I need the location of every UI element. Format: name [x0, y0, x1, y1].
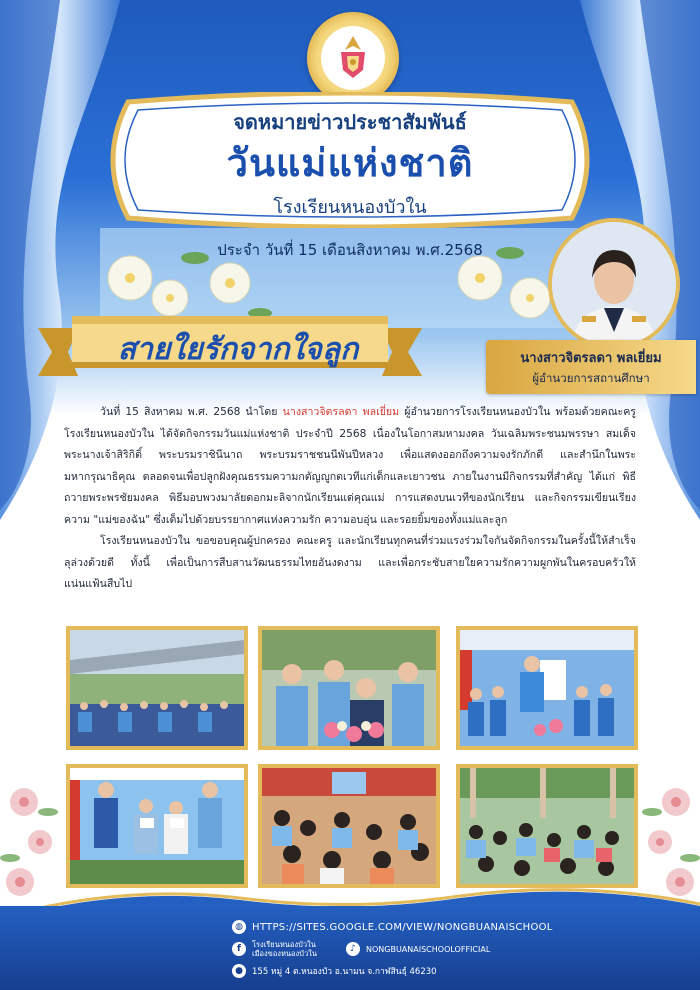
paragraph-1-rest: ผู้อำนวยการโรงเรียนหนองบัวใน พร้อมด้วยคณะครูโรงเรียนหนองบัวใน ได้จัดกิจกรรมวันแม่แห่งชาติ ประจำปี 2568 เนื่องในโอกาสมหามงคล วันเฉลิมพระชนมพรรษา สมเด็จพระนางเจ้าสิริกิติ์ พระบรมราชินีนาถ พระบรมราชชนนีพันปีหลวง เพื่อแสดงออกถึงความจงรักภักดี และสำนึกในพระมหากรุณาธิคุณ ตลอดจนเพื่อปลูกฝังคุณธรรมความกตัญญูกตเวทีแก่เด็กและเยาวชน ภายในงานมีกิจกรรมที่สำคัญ ได้แก่ พิธีถวายพระพรชัยมงคล พิธีมอบพวงมาลัยดอกมะลิจากนักเรียนแด่คุณแม่ การแสดงบนเวทีของนักเรียน และกิจกรรมเขียนเรียงความ "แม่ของฉัน" ซึ่งเต็มไปด้วยบรรยากาศแห่งความรัก ความอบอุ่น และรอยยิ้มของทั้งแม่และลูก — [64, 406, 636, 526]
paragraph-1-intro: วันที่ 15 สิงหาคม พ.ศ. 2568 นำโดย — [100, 406, 283, 418]
tiktok-icon: ♪ — [346, 942, 360, 956]
school-crest — [307, 12, 399, 104]
principal-name-box — [486, 340, 696, 394]
title-plate — [98, 92, 602, 228]
footer-website[interactable] — [232, 920, 553, 934]
principal-portrait — [548, 218, 680, 350]
activity-photo-4 — [66, 764, 248, 888]
article-body — [64, 402, 636, 596]
article-paragraph-2: โรงเรียนหนองบัวใน ขอขอบคุณผู้ปกครอง คณะครู และนักเรียนทุกคนที่ร่วมแรงร่วมใจกันจัดกิจกรรมในครั้งนี้ให้สำเร็จลุล่วงด้วยดี ทั้งนี้ เพื่อเป็นการสืบสานวัฒนธรรมไทยอันงดงาม และเพื่อกระชับสายใยความรักความผูกพันในครอบครัวให้แน่นแฟ้นสืบไป — [64, 535, 636, 590]
principal-name: นางสาวจิตรลดา พลเยี่ยม — [520, 351, 662, 366]
activity-photo-3 — [456, 626, 638, 750]
footer-tiktok[interactable] — [346, 942, 490, 956]
facebook-line-1: โรงเรียนหนองบัวใน — [252, 940, 316, 949]
school-name: โรงเรียนหนองบัวใน — [273, 197, 427, 218]
facebook-name — [252, 940, 317, 958]
location-pin-icon: ● — [232, 964, 246, 978]
issue-date: ประจำ วันที่ 15 เดือนสิงหาคม พ.ศ.2568 — [217, 241, 483, 259]
activity-photo-2 — [258, 626, 440, 750]
footer-facebook[interactable] — [232, 940, 317, 958]
crest-emblem-icon — [327, 32, 379, 84]
activity-photo-1 — [66, 626, 248, 750]
tiktok-handle: NONGBUANAISCHOOLOFFICIAL — [366, 944, 491, 954]
newsletter-subtitle: จดหมายข่าวประชาสัมพันธ์ — [233, 110, 467, 134]
footer-address — [232, 964, 437, 978]
activity-photo-6 — [456, 764, 638, 888]
activity-photo-5 — [258, 764, 440, 888]
headline-ribbon — [38, 312, 422, 378]
newsletter-title: วันแม่แห่งชาติ — [226, 141, 474, 185]
facebook-icon: f — [232, 942, 246, 956]
principal-role: ผู้อำนวยการสถานศึกษา — [532, 371, 650, 385]
facebook-line-2: เมืองของหนองบัวใน — [252, 949, 317, 958]
website-url[interactable]: HTTPS://SITES.GOOGLE.COM/VIEW/NONGBUANAISCHOOL — [252, 921, 553, 933]
highlighted-name: นางสาวจิตรลดา พลเยี่ยม — [282, 406, 400, 418]
headline-text: สายใยรักจากใจลูก — [117, 332, 359, 367]
globe-icon: ◍ — [232, 920, 246, 934]
school-address: 155 หมู่ 4 ต.หนองบัว อ.นามน จ.กาฬสินธุ์ 46230 — [252, 967, 437, 977]
article-paragraph-1 — [64, 402, 636, 531]
footer — [0, 906, 700, 990]
